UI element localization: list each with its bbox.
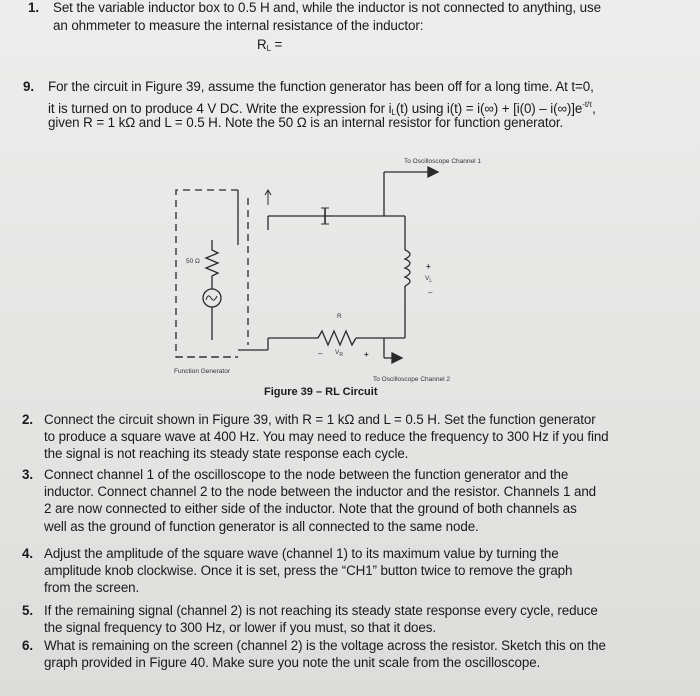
q9-line2-sup: -t/τ [582, 100, 593, 109]
osc-channel-1-label: To Oscilloscope Channel 1 [404, 158, 481, 165]
vr-sub: R [339, 352, 343, 358]
q9-line2-sub: L [391, 108, 396, 117]
step-line: Connect channel 1 of the oscilloscope to the node between the function generator and the [44, 467, 569, 482]
vl-sub: L [429, 278, 433, 284]
question-1-number: 1. [28, 0, 39, 15]
step-line: to produce a square wave at 400 Hz. You may need to reduce the frequency to 300 Hz if you find [44, 429, 609, 445]
vr-minus: – [318, 349, 323, 358]
vr-label [335, 349, 343, 358]
vl-v: V [425, 275, 430, 282]
question-1-line-1: Set the variable inductor box to 0.5 H and, while the inductor is not connected to anything, use [53, 0, 601, 15]
rl-label: R [257, 37, 267, 52]
resistor-50-label: 50 Ω [186, 258, 200, 265]
vl-label [425, 275, 432, 284]
step-line: Adjust the amplitude of the square wave (channel 1) to its maximum value by turning the [44, 546, 559, 561]
resistor-50-ohm [206, 245, 218, 282]
q9-line2-c: (t) using i(t) = i(∞) + [i(0) – i(∞)]e [395, 101, 583, 116]
vl-minus: – [428, 288, 433, 297]
resistor-r [318, 331, 356, 345]
step-line: from the screen. [44, 580, 140, 596]
function-generator-label: Function Generator [174, 368, 231, 375]
step-line: If the remaining signal (channel 2) is not reaching its steady state response every cycle, reduce [44, 603, 598, 618]
step-line: What is remaining on the screen (channel 2) is the voltage across the resistor. Sketch this on the [44, 638, 606, 653]
step-number: 2. [22, 412, 33, 427]
step-line: the signal is not reaching its steady state response each cycle. [44, 446, 409, 462]
step-number: 5. [22, 603, 33, 618]
step-line: 2 are now connected to either side of the inductor. Note that the ground of both channels as [44, 501, 577, 517]
step-number: 4. [22, 546, 33, 561]
step-line: Connect the circuit shown in Figure 39, with R = 1 kΩ and L = 0.5 H. Set the function generator [44, 412, 596, 427]
rl-sub: L [266, 44, 271, 53]
inductor [405, 250, 410, 286]
step-number: 6. [22, 638, 33, 653]
vr-plus: + [364, 350, 369, 359]
vl-plus: + [426, 262, 431, 271]
step-number: 3. [22, 467, 33, 482]
step-line: graph provided in Figure 40. Make sure you note the unit scale from the oscilloscope. [44, 655, 541, 671]
question-9-number: 9. [23, 79, 34, 94]
rl-eq: = [270, 37, 283, 52]
step-line: inductor. Connect channel 2 to the node between the inductor and the resistor. Channels 1 and [44, 484, 597, 500]
question-9-line-3: given R = 1 kΩ and L = 0.5 H. Note the 50 Ω is an internal resistor for function generator. [48, 115, 564, 130]
osc-channel-2-label: To Oscilloscope Channel 2 [373, 376, 450, 383]
figure-caption: Figure 39 – RL Circuit [264, 386, 378, 398]
function-generator-source [203, 289, 221, 307]
resistor-r-label: R [337, 313, 342, 320]
question-9-line-1: For the circuit in Figure 39, assume the function generator has been off for a long time. At t=0, [48, 79, 594, 94]
q9-line2-a: it is turned on to produce 4 V DC. Write the expression for i [48, 101, 392, 116]
vr-v: V [335, 349, 340, 356]
step-line: amplitude knob clockwise. Once it is set, press the “CH1” button twice to remove the graph [44, 563, 573, 579]
question-1-line-2: an ohmmeter to measure the internal resistance of the inductor: [53, 18, 424, 33]
function-generator-box [176, 190, 238, 357]
q9-line2-d: , [592, 101, 596, 116]
step-line: well as the ground of function generator is all connected to the same node. [44, 518, 479, 534]
step-line: the signal frequency to 300 Hz, or lower if you must, so that it does. [44, 620, 436, 636]
